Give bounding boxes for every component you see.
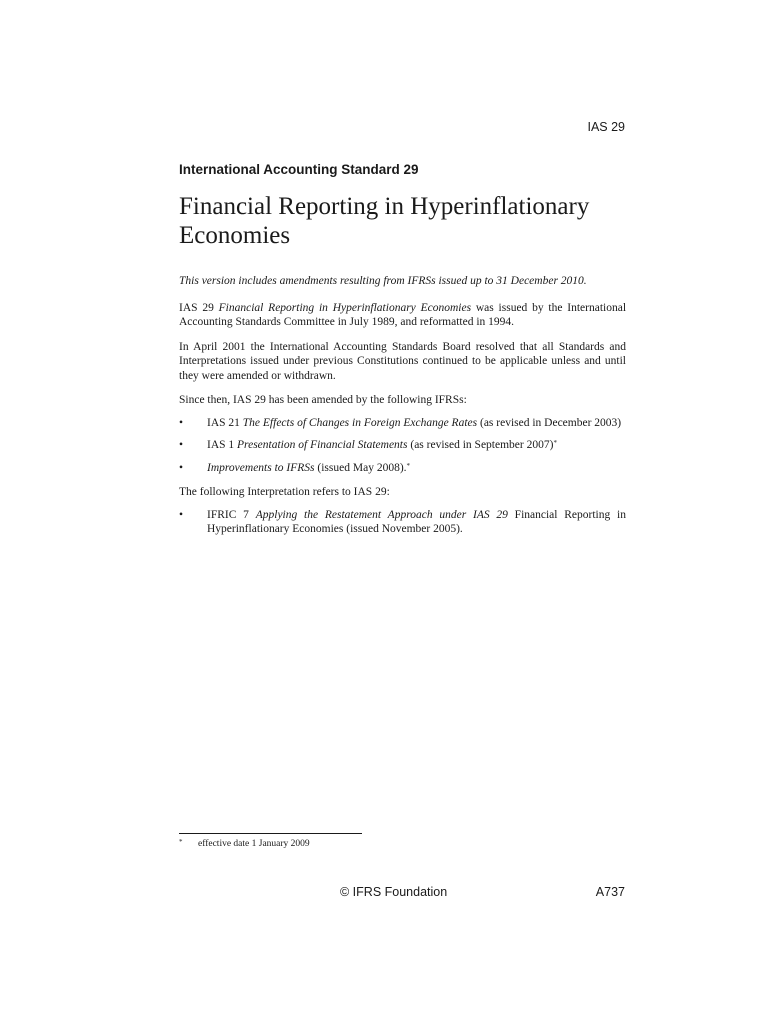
list-item xyxy=(179,508,626,537)
page-title xyxy=(179,192,629,250)
footer-copyright: © IFRS Foundation xyxy=(340,885,448,899)
intro-note: This version includes amendments resulting from IFRSs issued up to 31 December 2010. xyxy=(179,275,587,287)
amendment-suffix: (as revised in December 2003) xyxy=(477,416,622,429)
list-item xyxy=(179,416,626,431)
document-body xyxy=(179,274,626,547)
footnote-mark: * xyxy=(179,838,183,846)
bullet-mark: • xyxy=(179,416,184,429)
footnote-text: effective date 1 January 2009 xyxy=(198,839,310,849)
bullet-mark: • xyxy=(179,461,184,474)
paragraph-issue-title: Financial Reporting in Hyperinflationary Economies xyxy=(218,301,472,314)
amendment-prefix: IAS 21 xyxy=(207,416,243,429)
footnote-reference: * xyxy=(553,439,557,447)
amendment-title: Improvements to IFRSs xyxy=(207,461,315,474)
amended-lead: Since then, IAS 29 has been amended by the following IFRSs: xyxy=(179,394,467,406)
paragraph-issue xyxy=(179,301,626,330)
footnote xyxy=(179,838,310,850)
bullet-mark: • xyxy=(179,508,184,521)
standard-label: International Accounting Standard 29 xyxy=(179,162,419,177)
footer-page-number: A737 xyxy=(595,885,625,899)
amendment-suffix: (as revised in September 2007) xyxy=(407,439,554,451)
amendment-title: Presentation of Financial Statements xyxy=(237,439,408,451)
bullet-mark: • xyxy=(179,439,184,451)
title-line-2: Economies xyxy=(179,222,291,249)
list-item xyxy=(179,438,626,453)
paragraph-issue-prefix: IAS 29 xyxy=(179,301,219,314)
footnote-divider xyxy=(179,833,362,834)
interpretation-lead: The following Interpretation refers to IAS 29: xyxy=(179,486,390,498)
interpretations-list xyxy=(179,508,626,537)
interpretation-title: Applying the Restatement Approach under IAS 29 xyxy=(255,508,508,521)
amendment-title: The Effects of Changes in Foreign Exchange Rates xyxy=(242,416,478,429)
amendments-list xyxy=(179,416,626,476)
running-head: IAS 29 xyxy=(587,120,625,134)
paragraph-issue-suffix: was issued by the International Accounting Standards Committee in July 1989, and reformatted in 1994. xyxy=(179,301,627,328)
paragraph-board: In April 2001 the International Accounting Standards Board resolved that all Standards and Interpretations issued under previous Constitutions continued to be applicable unless and until they were amended or withdrawn. xyxy=(179,340,626,382)
interpretation-prefix: IFRIC 7 xyxy=(207,508,256,521)
title-line-1: Financial Reporting in Hyperinflationary xyxy=(179,193,590,220)
list-item xyxy=(179,461,626,476)
interpretation-suffix: Financial Reporting in Hyperinflationary Economies (issued November 2005). xyxy=(207,508,626,535)
amendment-prefix: IAS 1 xyxy=(207,439,238,451)
footnote-reference: * xyxy=(406,461,411,470)
amendment-suffix: (issued May 2008). xyxy=(314,461,407,474)
